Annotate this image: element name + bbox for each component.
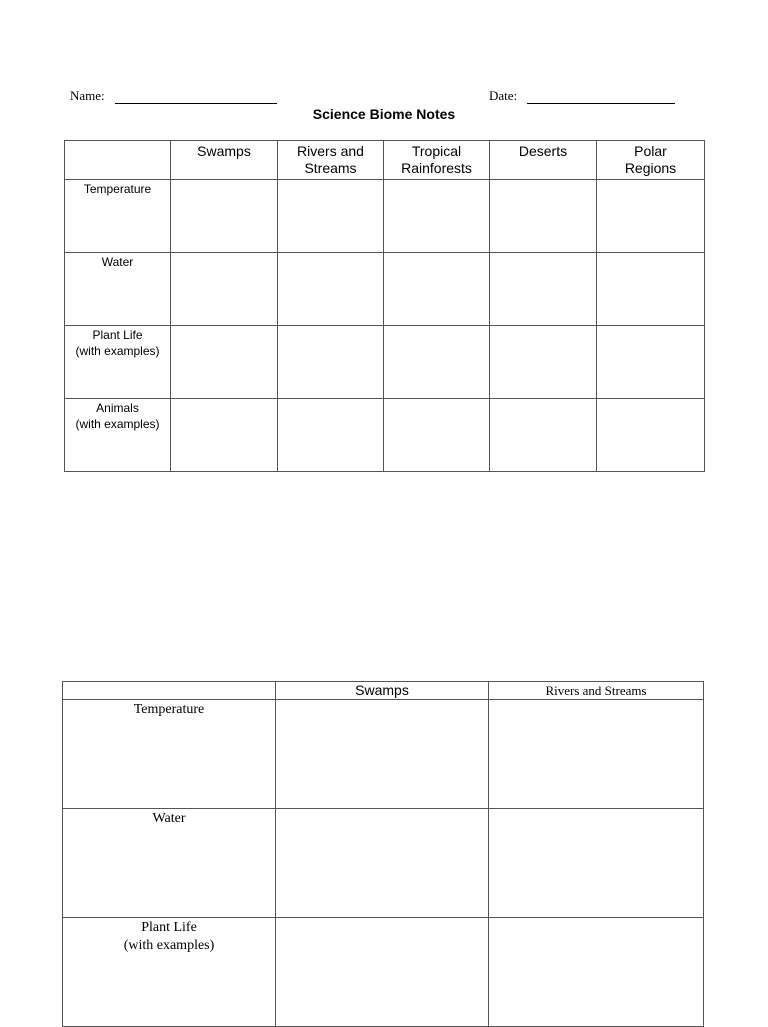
date-field	[489, 88, 675, 104]
column-header-swamps: Swamps	[171, 141, 278, 180]
table-cell[interactable]	[278, 326, 384, 399]
biome-notes-table-continued	[62, 681, 704, 1027]
table-cell[interactable]	[490, 180, 597, 253]
table-cell[interactable]	[278, 180, 384, 253]
column-header-swamps: Swamps	[276, 682, 489, 700]
row-header-animals: Animals (with examples)	[65, 399, 171, 472]
table-cell[interactable]	[597, 180, 705, 253]
table-row	[63, 918, 704, 1027]
table-cell[interactable]	[276, 700, 489, 809]
column-header-tropical-rainforests: Tropical Rainforests	[384, 141, 490, 180]
biome-notes-table	[64, 140, 705, 472]
column-header-deserts: Deserts	[490, 141, 597, 180]
corner-cell	[65, 141, 171, 180]
table-header-row	[65, 141, 705, 180]
table-cell[interactable]	[278, 253, 384, 326]
column-header-rivers-and-streams: Rivers and Streams	[489, 682, 704, 700]
date-blank-line[interactable]	[527, 89, 675, 104]
table-cell[interactable]	[489, 700, 704, 809]
page-title: Science Biome Notes	[312, 106, 456, 122]
name-label: Name:	[70, 88, 105, 103]
table-cell[interactable]	[490, 399, 597, 472]
table-row	[65, 326, 705, 399]
table-cell[interactable]	[597, 253, 705, 326]
table-cell[interactable]	[597, 399, 705, 472]
table-cell[interactable]	[171, 253, 278, 326]
row-header-plant-life: Plant Life (with examples)	[63, 918, 276, 1027]
corner-cell	[63, 682, 276, 700]
table-row	[65, 253, 705, 326]
table-cell[interactable]	[384, 399, 490, 472]
table-cell[interactable]	[171, 326, 278, 399]
table-cell[interactable]	[278, 399, 384, 472]
column-header-polar-regions: Polar Regions	[597, 141, 705, 180]
table-cell[interactable]	[489, 809, 704, 918]
table-row	[65, 399, 705, 472]
table-cell[interactable]	[384, 253, 490, 326]
table-row	[63, 809, 704, 918]
table-row	[65, 180, 705, 253]
column-header-rivers-and-streams: Rivers and Streams	[278, 141, 384, 180]
table-cell[interactable]	[276, 809, 489, 918]
table-cell[interactable]	[171, 399, 278, 472]
table-cell[interactable]	[384, 326, 490, 399]
table-cell[interactable]	[490, 326, 597, 399]
table-cell[interactable]	[276, 918, 489, 1027]
row-header-water: Water	[65, 253, 171, 326]
date-label: Date:	[489, 88, 518, 103]
table-cell[interactable]	[171, 180, 278, 253]
table-cell[interactable]	[490, 253, 597, 326]
name-blank-line[interactable]	[115, 89, 277, 104]
table-cell[interactable]	[489, 918, 704, 1027]
name-field	[70, 88, 277, 104]
table-cell[interactable]	[384, 180, 490, 253]
row-header-plant-life: Plant Life (with examples)	[65, 326, 171, 399]
table-row	[63, 700, 704, 809]
table-cell[interactable]	[597, 326, 705, 399]
table-header-row	[63, 682, 704, 700]
row-header-water: Water	[63, 809, 276, 918]
row-header-temperature: Temperature	[63, 700, 276, 809]
row-header-temperature: Temperature	[65, 180, 171, 253]
